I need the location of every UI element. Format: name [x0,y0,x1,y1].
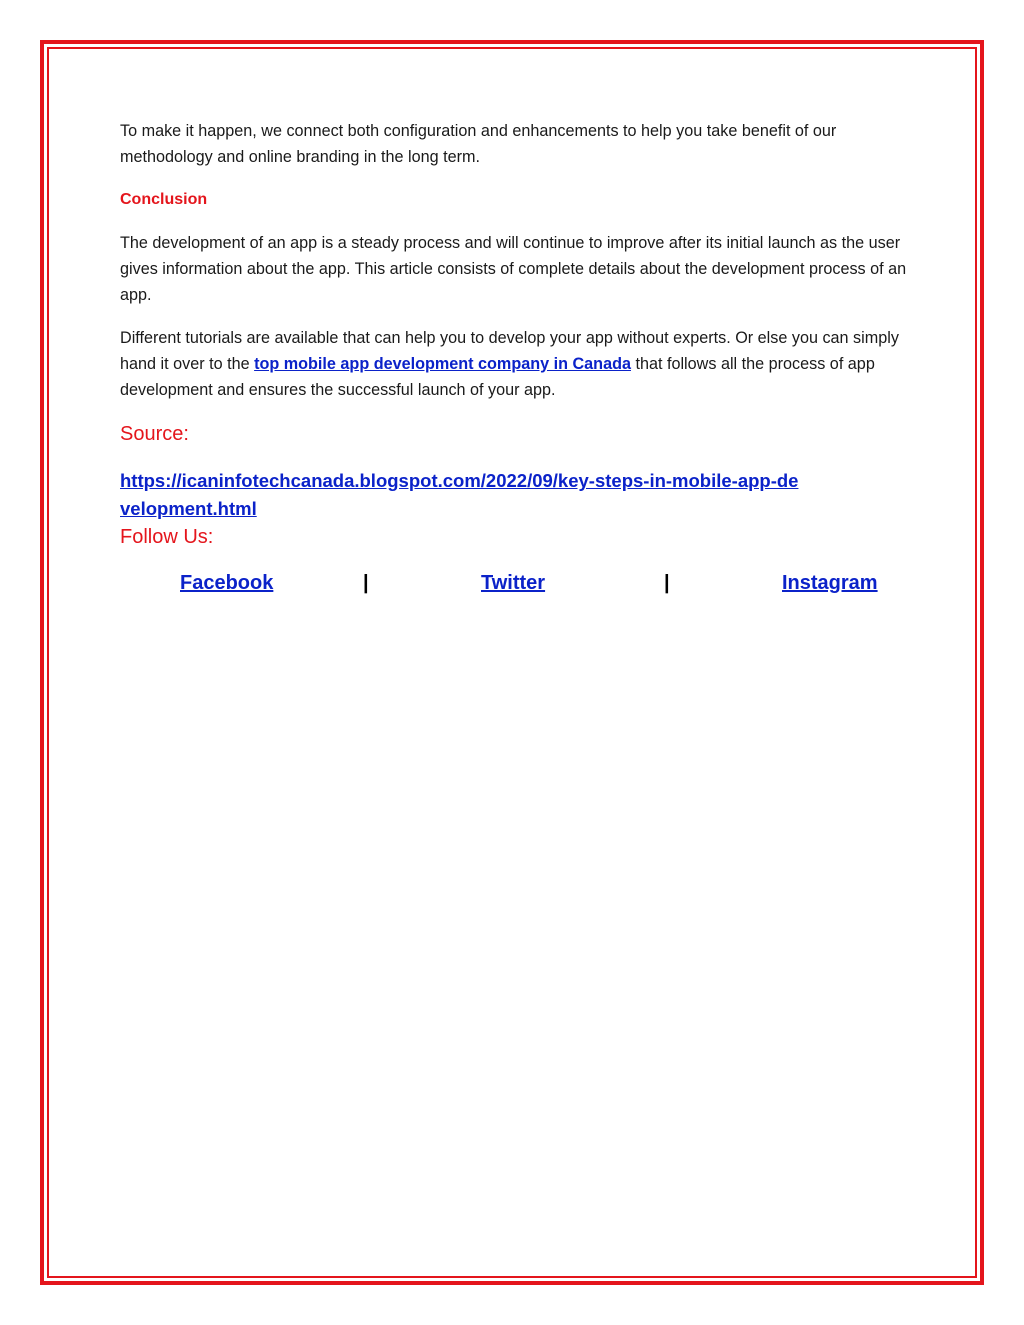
source-heading: Source: [120,423,189,445]
twitter-link[interactable]: Twitter [481,572,546,594]
facebook-link[interactable]: Facebook [180,572,274,594]
conclusion-paragraph: The development of an app is a steady process and will continue to improve after its initial launch as the user gives information about the app. This article consists of complete details about the development process of an app. [120,234,907,304]
document-content [120,118,910,602]
tutorials-text-before: Different tutorials are available that can help you to develop your app without experts. Or else you can simply hand it over to the [120,329,899,373]
conclusion-heading: Conclusion [120,191,208,208]
company-link[interactable]: top mobile app development company in Canada [254,355,631,373]
source-url-link[interactable]: https://icaninfotechcanada.blogspot.com/2022/09/key-steps-in-mobile-app-development.html [120,470,799,519]
intro-paragraph: To make it happen, we connect both configuration and enhancements to help you take benefit of our methodology and online branding in the long term. [120,122,837,166]
tutorials-text-after: that follows all the process of app development and ensures the successful launch of your app. [120,355,875,399]
social-links-row [120,572,910,602]
follow-us-heading: Follow Us: [120,526,214,548]
separator: | [363,572,369,594]
tutorials-paragraph [120,325,910,403]
instagram-link[interactable]: Instagram [782,572,878,594]
separator: | [664,572,670,594]
